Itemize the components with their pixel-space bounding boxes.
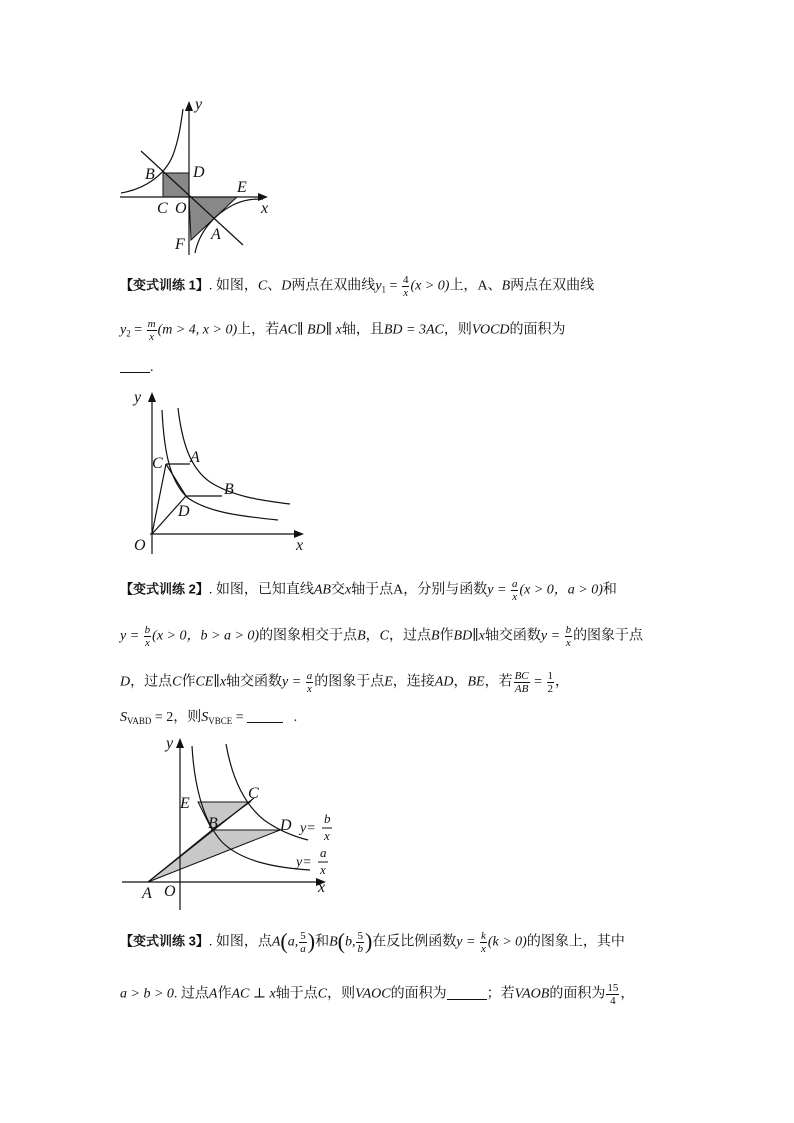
label-e: E <box>180 795 190 812</box>
hyperbola-b-over-x <box>226 744 308 840</box>
label-f: F <box>175 236 185 253</box>
y-axis-arrow <box>176 738 184 748</box>
problem-2-line-2: y = $\frac{b}{x}$ (x > 0，b > a > 0)的图象相交于点B，C，过点B作BD∥x轴交函数y = $\frac{b}{x}$ 的图象于点 <box>120 624 644 649</box>
label-d: D <box>193 164 205 181</box>
problem-2-line-3: D，过点C作CE∥x轴交函数y = $\frac{a}{x}$ 的图象于点E，连接AD，BE，若 $\frac{BC}{AB}$ = $\frac{1}{2}$ ， <box>120 670 570 695</box>
answer-blank-3[interactable] <box>447 999 487 1000</box>
problem-3-tag: 【变式训练 3】 <box>120 933 209 949</box>
problem-1-tag: 【变式训练 1】 <box>120 277 209 293</box>
figure-2 <box>128 382 313 557</box>
label-y: y <box>166 735 174 752</box>
answer-blank-2[interactable] <box>247 722 283 723</box>
shaded-triangle-abd <box>148 830 280 882</box>
problem-1-line-2: $y_2$ = $\frac{m}{x}$ (m > 4, x > 0)上，若AC∥ BD∥ x轴，且BD = 3AC，则VOCD的面积为 <box>120 318 566 343</box>
label-x: x <box>318 879 326 896</box>
segment-oc <box>152 464 166 534</box>
figure-3 <box>118 732 343 917</box>
label-b: B <box>208 815 218 832</box>
problem-2-line-1: 【变式训练 2】. 如图，已知直线AB交x轴于点A，分别与函数y = $\frac{a}{x}$ (x > 0，a > 0)和 <box>120 578 617 603</box>
label-b: B <box>145 166 155 183</box>
problem-3-line-2: a > b > 0. 过点A作AC ⊥ x轴于点C，则VAOC的面积为 ；若VAOB的面积为 $\frac{15}{4}$ ， <box>120 982 635 1007</box>
label-a: A <box>190 449 200 466</box>
label-a: A <box>142 885 152 902</box>
label-a-num: a <box>320 845 327 860</box>
label-b-den: x <box>324 828 330 843</box>
label-d: D <box>178 503 190 520</box>
shaded-square <box>163 173 189 197</box>
label-b: B <box>224 481 234 498</box>
label-e: E <box>237 179 247 196</box>
label-x: x <box>296 537 304 554</box>
y-axis-arrow <box>148 392 156 402</box>
figure-1 <box>115 95 290 260</box>
fraction-m-over-x: $\frac{m}{x}$ <box>147 318 156 343</box>
label-c: C <box>152 455 163 472</box>
label-x: x <box>261 200 269 217</box>
label-o: O <box>164 883 176 900</box>
label-y-eq-b-over-x: y= <box>300 821 316 836</box>
segment-cd <box>166 464 186 496</box>
label-y: y <box>134 389 142 406</box>
answer-blank-1[interactable] <box>120 372 150 373</box>
label-c: C <box>157 200 168 217</box>
label-y: y <box>195 96 203 113</box>
problem-2-line-4: $S_{VABD} = 2$，则$S_{VBCE}$ = . <box>120 710 298 726</box>
problem-1-line-3: . <box>120 358 154 378</box>
fraction-4-over-x: $\frac{4}{x}$ <box>402 274 409 299</box>
y-axis-arrow <box>185 101 193 111</box>
label-b-num: b <box>324 811 331 826</box>
problem-3-line-1: 【变式训练 3】. 如图，点A(a, $\frac{5}{a}$ )和B(b, $\frac{5}{b}$ )在反比例函数y = $\frac{k}{x}$ (k > 0)的图象上，其中 <box>120 928 625 955</box>
label-o: O <box>134 537 146 554</box>
label-y-eq-a-over-x: y= <box>296 855 312 870</box>
label-o: O <box>175 200 187 217</box>
label-a: A <box>211 226 221 243</box>
problem-1-line-1: 【变式训练 1】. 如图，C、D两点在双曲线$y_1$ = $\frac{4}{x}$ (x > 0)上，A、B两点在双曲线 <box>120 274 595 299</box>
label-c: C <box>248 785 259 802</box>
label-a-den: x <box>320 862 326 877</box>
label-d: D <box>280 817 292 834</box>
problem-2-tag: 【变式训练 2】 <box>120 581 209 597</box>
